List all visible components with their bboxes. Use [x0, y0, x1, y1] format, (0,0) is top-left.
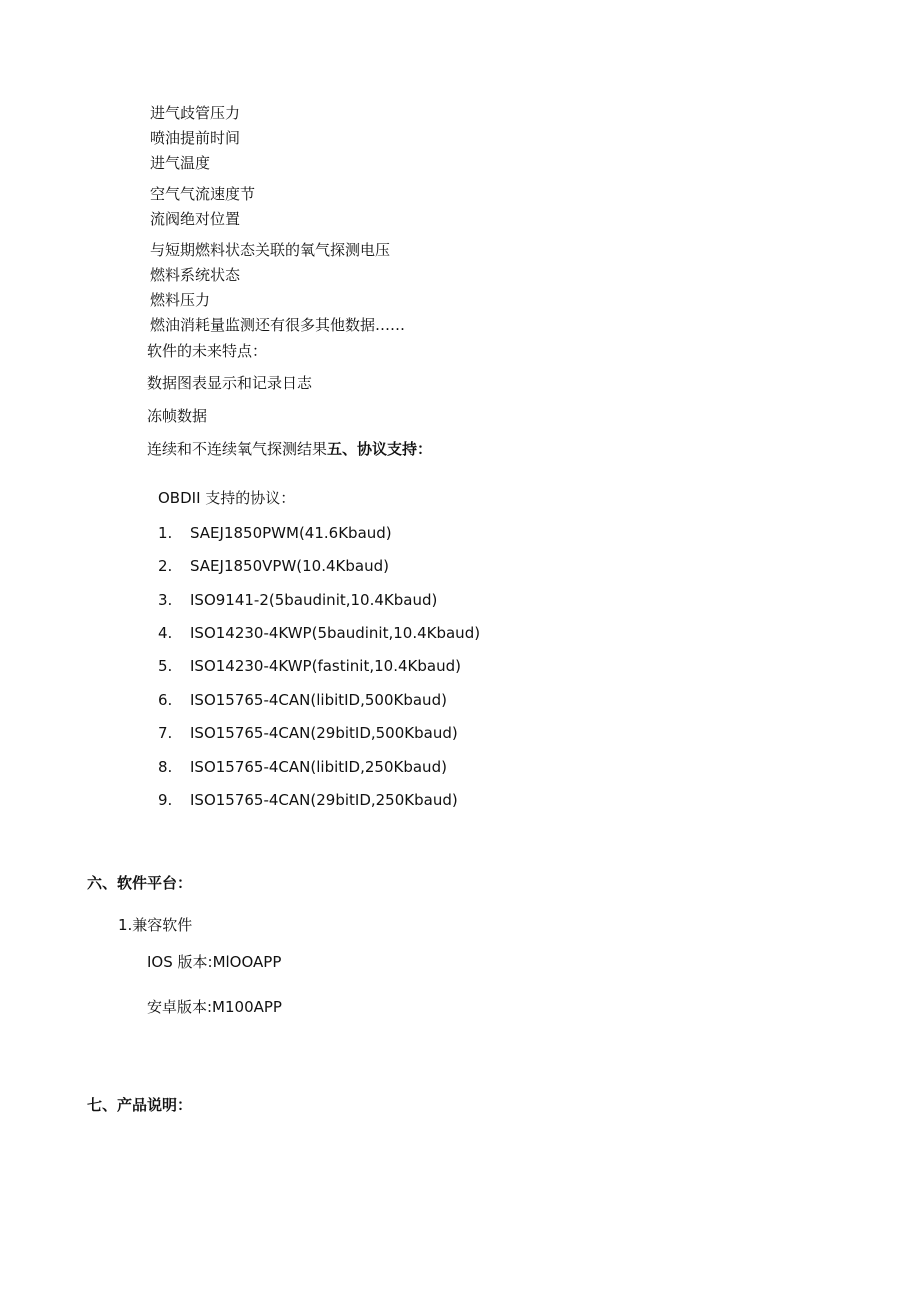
- data-item: 流阀绝对位置: [150, 210, 241, 228]
- data-item: 与短期燃料状态关联的氧气探测电压: [150, 241, 391, 259]
- data-item: 燃料系统状态: [150, 266, 241, 284]
- protocols-intro: OBDII 支持的协议：: [158, 489, 296, 507]
- future-feature-line: [147, 439, 432, 459]
- protocol-number: 3.: [158, 591, 173, 609]
- ios-version: IOS 版本:MlOOAPP: [147, 953, 282, 971]
- section-heading-protocols: 五、协议支持：: [327, 440, 433, 458]
- protocol-number: 5.: [158, 657, 173, 675]
- protocol-item: [158, 523, 392, 543]
- data-item: 空气气流速度节: [150, 185, 256, 203]
- protocol-number: 1.: [158, 524, 173, 542]
- future-features-title: 软件的未来特点：: [147, 342, 268, 360]
- future-feature-item: 连续和不连续氧气探测结果: [147, 440, 328, 458]
- protocol-item: [158, 556, 389, 576]
- future-feature-item: 冻帧数据: [147, 407, 208, 425]
- android-version: 安卓版本:M100APP: [147, 998, 282, 1016]
- protocol-item: [158, 623, 480, 643]
- protocol-number: 6.: [158, 691, 173, 709]
- protocol-text: ISO14230-4KWP(fastinit,10.4Kbaud): [190, 657, 461, 675]
- protocol-item: [158, 757, 447, 777]
- protocol-number: 7.: [158, 724, 173, 742]
- protocol-number: 2.: [158, 557, 173, 575]
- data-item: 进气温度: [150, 154, 211, 172]
- protocol-text: ISO9141-2(5baudinit,10.4Kbaud): [190, 591, 438, 609]
- protocol-item: [158, 656, 461, 676]
- protocol-item: [158, 790, 458, 810]
- protocol-text: SAEJ1850VPW(10.4Kbaud): [190, 557, 389, 575]
- protocol-number: 4.: [158, 624, 173, 642]
- data-item: 喷油提前时间: [150, 129, 241, 147]
- protocol-item: [158, 590, 437, 610]
- protocol-item: [158, 690, 447, 710]
- protocol-text: ISO15765-4CAN(libitID,500Kbaud): [190, 691, 447, 709]
- section-heading-software-platform: 六、软件平台：: [87, 874, 193, 892]
- protocol-text: SAEJ1850PWM(41.6Kbaud): [190, 524, 392, 542]
- protocol-number: 8.: [158, 758, 173, 776]
- protocol-text: ISO15765-4CAN(29bitID,250Kbaud): [190, 791, 458, 809]
- protocol-text: ISO15765-4CAN(29bitID,500Kbaud): [190, 724, 458, 742]
- section-heading-product-description: 七、产品说明：: [87, 1096, 193, 1114]
- protocol-number: 9.: [158, 791, 173, 809]
- data-item: 进气歧管压力: [150, 104, 241, 122]
- protocol-text: ISO15765-4CAN(libitID,250Kbaud): [190, 758, 447, 776]
- protocol-item: [158, 723, 458, 743]
- protocol-text: ISO14230-4KWP(5baudinit,10.4Kbaud): [190, 624, 481, 642]
- subheading-compatible-software: 1.兼容软件: [118, 916, 193, 934]
- data-item: 燃油消耗量监测还有很多其他数据……: [150, 316, 406, 334]
- future-feature-item: 数据图表显示和记录日志: [147, 374, 313, 392]
- data-item: 燃料压力: [150, 291, 211, 309]
